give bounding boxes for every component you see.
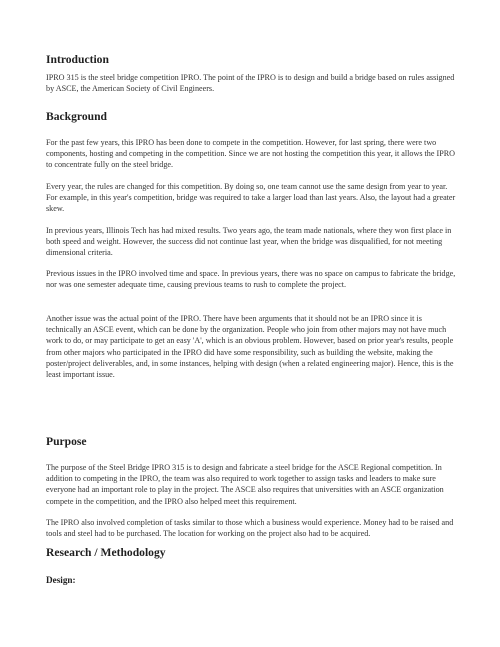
section-heading-background: Background [46, 110, 107, 123]
purpose-paragraph-1: The purpose of the Steel Bridge IPRO 315 is to design and fabricate a steel bridge for the ASCE Regional competition. In addition to competing in the IPRO, the team was also required to work together to assign tasks and leaders to make sure everyone had an important role to play in the project. The ASCE also requires that universities with an ASCE organization compete in the competition, and the IPRO also helped meet this requirement. [46, 463, 444, 506]
purpose-paragraph-2: The IPRO also involved completion of tasks similar to those which a business would experience. Money had to be raised and tools and steel had to be purchased. The location for working on the project also had to be acquired. [46, 518, 454, 539]
background-paragraph-2: Every year, the rules are changed for this competition. By doing so, one team cannot use the same design from year to year. For example, in this year's competition, bridge was required to take a larger load than last years. Also, the layout had a greater skew. [46, 182, 456, 214]
section-heading-purpose: Purpose [46, 435, 87, 448]
background-paragraph-4: Previous issues in the IPRO involved time and space. In previous years, there was no space on campus to fabricate the bridge, nor was one semester adequate time, causing previous teams to rush to complete the project. [46, 269, 456, 290]
background-paragraph-1: For the past few years, this IPRO has been done to compete in the competition. However, for last spring, there were two components, hosting and competing in the competition. Since we are not hosting the competition this year, it allows the IPRO to concentrate fully on the steel bridge. [46, 138, 456, 170]
subheading-design: Design: [46, 575, 76, 585]
section-heading-introduction: Introduction [46, 53, 109, 66]
introduction-paragraph-1: IPRO 315 is the steel bridge competition IPRO. The point of the IPRO is to design and build a bridge based on rules assigned by ASCE, the American Society of Civil Engineers. [46, 73, 455, 94]
section-heading-research-methodology: Research / Methodology [46, 546, 166, 559]
background-paragraph-3: In previous years, Illinois Tech has had mixed results. Two years ago, the team made nationals, where they won first place in both speed and weight. However, the success did not continue last year, when the bridge was disqualified, for not meeting dimensional criteria. [46, 226, 452, 258]
background-paragraph-5: Another issue was the actual point of the IPRO. There have been arguments that it should not be an IPRO since it is technically an ASCE event, which can be done by the organization. People who join from other majors may not have much work to do, or may participate to get an easy 'A', which is an obvious problem. However, based on prior year's results, people from other majors who participated in the IPRO did have some responsibility, such as building the website, making the poster/project deliverables, and, in some instances, helping with design (when a related engineering major). Hence, this is the least important issue. [46, 314, 454, 380]
